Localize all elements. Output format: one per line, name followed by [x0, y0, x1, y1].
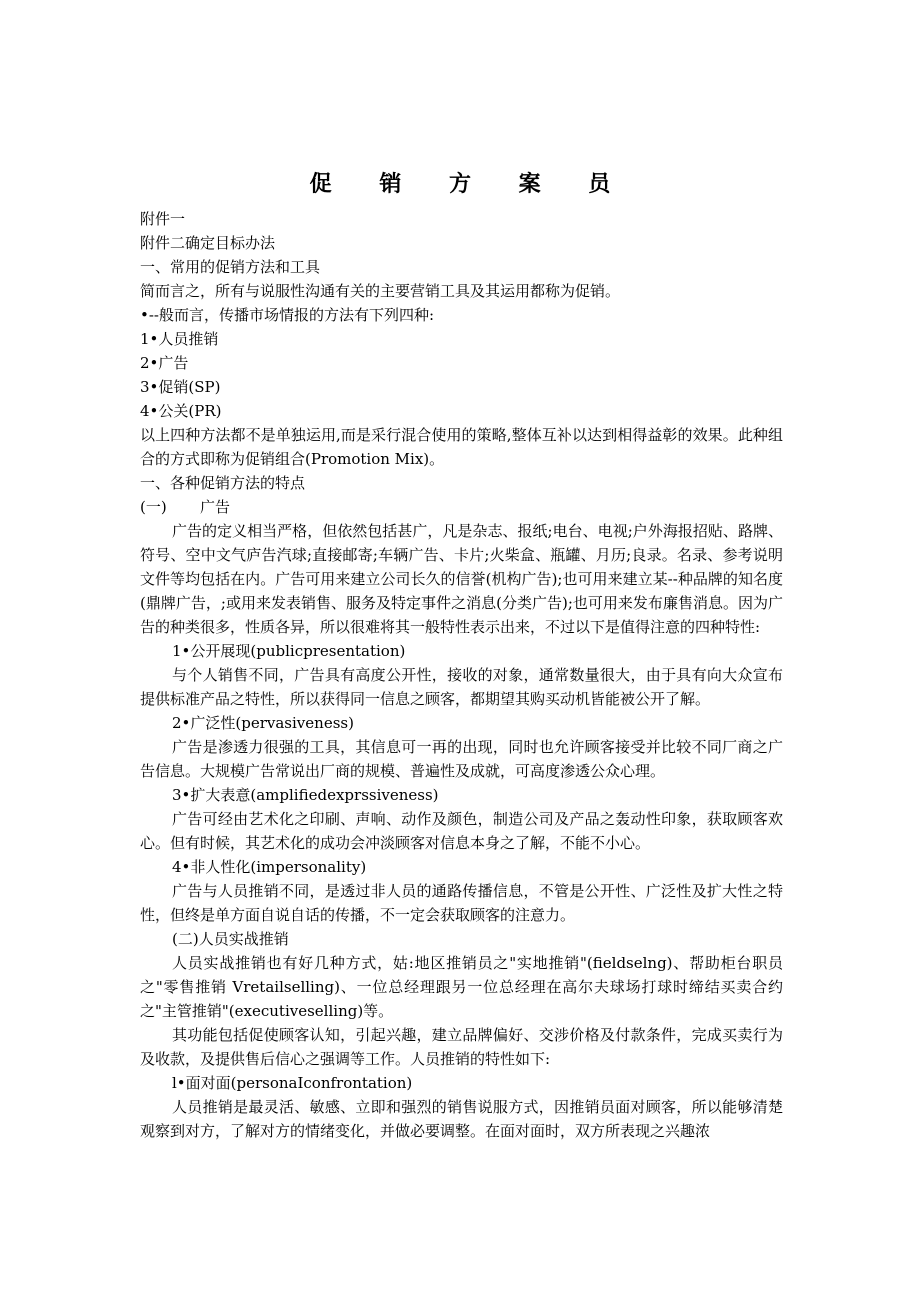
attachment-one: 附件一	[140, 210, 186, 228]
list-item: 2•广告	[140, 354, 189, 372]
feature-heading: 3•扩大表意(amplifiedexprssiveness)	[172, 786, 439, 804]
feature-heading: 2•广泛性(pervasiveness)	[172, 714, 354, 732]
feature-heading: l•面对面(personaIconfrontation)	[172, 1074, 413, 1092]
list-item: 1•人员推销	[140, 330, 219, 348]
document-body	[140, 207, 783, 1143]
subsection-title: 广告	[200, 498, 231, 516]
subsection-number: (一)	[140, 498, 167, 516]
paragraph: 广告与人员推销不同，是透过非人员的通路传播信息，不管是公开性、广泛性及扩大性之特性，但终是单方面自说自话的传播，不一定会获取顾客的注意力。	[140, 882, 783, 924]
paragraph: 广告是渗透力很强的工具，其信息可一再的出现，同时也允许顾客接受并比较不同厂商之广告信息。大规模广告常说出厂商的规模、普遍性及成就，可高度渗透公众心理。	[140, 738, 783, 780]
attachment-two: 附件二确定目标办法	[140, 234, 276, 252]
feature-heading: 1•公开展现(publicpresentation)	[172, 642, 406, 660]
paragraph: 与个人销售不同，广告具有高度公开性，接收的对象，通常数量很大，由于具有向大众宣布提供标准产品之特性，所以获得同一信息之顾客，都期望其购买动机皆能被公开了解。	[140, 666, 783, 708]
document-title: 促 销 方 案 员	[309, 171, 631, 197]
paragraph: 人员实战推销也有好几种方式，姑:地区推销员之"实地推销"(fieldselng)、帮助柜台职员之"零售推销 Vretailselling)、一位总经理跟另一位总经理在高尔夫球场打球时缔结买卖合约之"主管推销"(executiveselling)等。	[140, 954, 783, 1020]
list-item: 4•公关(PR)	[140, 402, 222, 420]
feature-heading: 4•非人性化(impersonality)	[172, 858, 367, 876]
subsection-heading-advertising	[140, 495, 783, 519]
paragraph: 其功能包括促使顾客认知，引起兴趣，建立品牌偏好、交涉价格及付款条件，完成买卖行为及收款，及提供售后信心之强调等工作。人员推销的特性如下:	[140, 1026, 783, 1068]
section-heading-methods: 一、常用的促销方法和工具	[140, 258, 321, 276]
paragraph: 以上四种方法都不是单独运用,而是采行混合使用的策略,整体互补以达到相得益彰的效果。此种组合的方式即称为促销组合(Promotion Mix)。	[140, 426, 783, 468]
paragraph: 广告可经由艺术化之印刷、声响、动作及颜色，制造公司及产品之轰动性印象，获取顾客欢心。但有时候，其艺术化的成功会冲淡顾客对信息本身之了解，不能不小心。	[140, 810, 783, 852]
list-intro: •--般而言，传播市场情报的方法有下列四种:	[140, 306, 435, 324]
section-heading-features: 一、各种促销方法的特点	[140, 474, 306, 492]
list-item: 3•促销(SP)	[140, 378, 221, 396]
subsection-heading-personal-selling: (二)人员实战推销	[172, 930, 289, 948]
paragraph: 广告的定义相当严格，但依然包括甚广，凡是杂志、报纸;电台、电视;户外海报招贴、路牌、符号、空中文气庐告汽球;直接邮寄;车辆广告、卡片;火柴盒、瓶罐、月历;良录。名录、参考说明文件等均包括在内。广告可用来建立公司长久的信誉(机构广告);也可用来建立某--种品牌的知名度(鼎牌广告，;或用来发表销售、服务及特定事件之消息(分类广告);也可用来发布廉售消息。因为广告的种类很多，性质各异，所以很难将其一般特性表示出来，不过以下是值得注意的四种特性:	[140, 522, 783, 636]
paragraph: 人员推销是最灵活、敏感、立即和强烈的销售说服方式，因推销员面对顾客，所以能够清楚观察到对方，了解对方的情绪变化，并做必要调整。在面对面时，双方所表现之兴趣浓	[140, 1098, 783, 1140]
paragraph: 简而言之，所有与说服性沟通有关的主要营销工具及其运用都称为促销。	[140, 282, 621, 300]
